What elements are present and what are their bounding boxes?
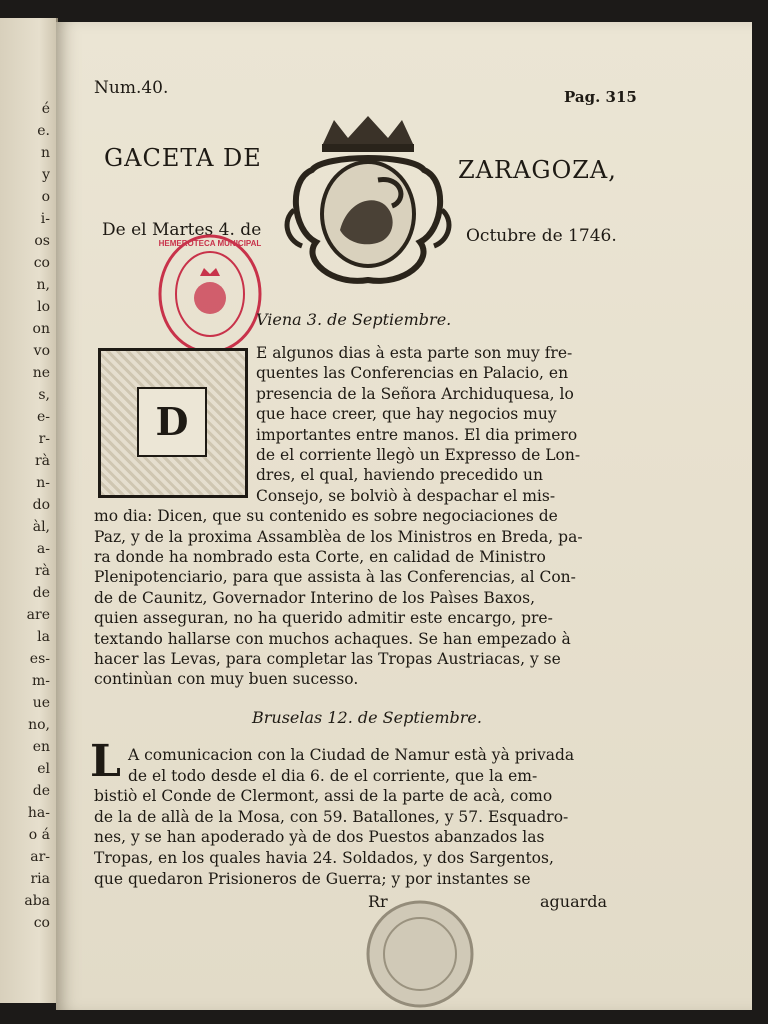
article-line: que hace creer, que hay negocios muy: [256, 405, 557, 424]
left-page-fragment: a-: [36, 541, 50, 557]
article-line: que quedaron Prisioneros de Guerra; y por instantes se: [94, 869, 531, 888]
left-page-fragment: el: [37, 761, 50, 777]
left-page-edge: [0, 18, 58, 1003]
left-page-fragment: r-: [38, 431, 50, 447]
left-page-fragment: n-: [36, 475, 50, 491]
left-page-fragment: no,: [28, 717, 50, 733]
page-number: Pag. 315: [564, 88, 637, 106]
left-page-fragment: é: [41, 101, 50, 117]
left-page-fragment: es-: [29, 651, 50, 667]
article-line: hacer las Levas, para completar las Tropas Austriacas, y se: [94, 650, 561, 668]
dateline-vienna: Viena 3. de Septiembre.: [256, 310, 452, 329]
article-line: Tropas, en los quales havia 24. Soldados, y dos Sargentos,: [94, 849, 554, 867]
left-page-fragment: àl,: [32, 519, 50, 535]
article-line: Plenipotenciario, para que assista à las Conferencias, al Con-: [94, 568, 576, 587]
masthead-right: ZARAGOZA,: [458, 156, 617, 184]
coat-of-arms-icon: [282, 110, 454, 290]
masthead-left: GACETA DE: [104, 144, 262, 172]
left-page-fragment: are: [26, 607, 50, 623]
left-page-fragment: rà: [34, 563, 50, 579]
article-line: mo dia: Dicen, que su contenido es sobre negociaciones de: [94, 507, 558, 526]
article-line: Paz, y de la proxima Assamblèa de los Ministros en Breda, pa-: [94, 527, 583, 546]
article-line: quentes las Conferencias en Palacio, en: [256, 364, 569, 383]
newspaper-page: [56, 22, 752, 1010]
signature-mark: Rr: [368, 892, 388, 911]
left-page-fragment: lo: [37, 299, 50, 315]
left-page-fragment: aba: [24, 893, 50, 909]
left-page-fragment: i-: [40, 211, 50, 227]
left-page-fragment: e.: [37, 123, 50, 139]
library-stamp: [156, 232, 264, 356]
issue-date-left: De el Martes 4. de: [102, 220, 262, 240]
article-line: de el todo desde el dia 6. de el corriente, que la em-: [128, 766, 538, 785]
left-page-fragment: e-: [36, 409, 50, 425]
issue-number: Num.40.: [94, 78, 169, 98]
left-page-fragment: rà: [34, 453, 50, 469]
article-line: de el corriente llegò un Expresso de Lon-: [256, 446, 581, 464]
article-line: de la de allà de la Mosa, con 59. Batallones, y 57. Esquadro-: [94, 807, 569, 826]
left-page-fragment: o á: [28, 827, 50, 843]
initial-letter: D: [137, 387, 207, 457]
issue-date-right: Octubre de 1746.: [466, 226, 617, 246]
left-page-fragment: co: [33, 915, 50, 931]
initial-letter-l: L: [90, 736, 121, 787]
article-line: A comunicacion con la Ciudad de Namur està yà privada: [128, 746, 575, 764]
article-line: nes, y se han apoderado yà de dos Puestos abanzados las: [94, 828, 545, 847]
left-page-fragment: de: [32, 783, 50, 799]
article-line: ra donde ha nombrado esta Corte, en calidad de Ministro: [94, 548, 546, 566]
left-page-fragment: ar-: [30, 849, 50, 865]
left-page-fragment: n,: [36, 277, 50, 293]
left-page-fragment: en: [32, 739, 50, 755]
article-line: presencia de la Señora Archiduquesa, lo: [256, 384, 574, 403]
left-page-fragment: la: [37, 629, 50, 645]
ornamental-initial: [98, 348, 248, 498]
left-page-fragment: ria: [30, 871, 50, 887]
article-line: quien asseguran, no ha querido admitir este encargo, pre-: [94, 609, 553, 628]
left-page-fragment: y: [42, 167, 50, 183]
article-line: E algunos dias à esta parte son muy fre-: [256, 344, 573, 362]
article-line: continùan con muy buen sucesso.: [94, 670, 359, 689]
left-page-fragment: do: [32, 497, 50, 513]
article-line: textando hallarse con muchos achaques. Se han empezado à: [94, 629, 571, 648]
left-page-fragment: o: [41, 189, 50, 205]
left-page-fragment: n: [40, 145, 50, 161]
article-line: dres, el qual, haviendo precedido un: [256, 466, 543, 485]
left-page-fragment: m-: [31, 673, 50, 689]
article-line: importantes entre manos. El dia primero: [256, 425, 578, 444]
dateline-brussels: Bruselas 12. de Septiembre.: [252, 708, 482, 727]
left-page-fragment: ue: [32, 695, 50, 711]
article-line: de de Caunitz, Governador Interino de los Paìses Baxos,: [94, 588, 536, 607]
left-page-fragment: on: [32, 321, 50, 337]
stamp-text: HEMEROTECA MUNICIPAL: [158, 239, 262, 248]
embossed-seal: [364, 898, 476, 1010]
left-page-fragment: de: [32, 585, 50, 601]
left-page-fragment: s,: [38, 387, 50, 403]
left-page-fragment: os: [34, 233, 50, 249]
left-page-fragment: co: [33, 255, 50, 271]
article-line: bistiò el Conde de Clermont, assi de la parte de acà, como: [94, 787, 553, 806]
left-page-fragment: ne: [32, 365, 50, 381]
article-line: Consejo, se bolviò à despachar el mis-: [256, 486, 556, 505]
catchword: aguarda: [540, 892, 608, 911]
left-page-fragment: ha-: [27, 805, 50, 821]
left-page-fragment: vo: [33, 343, 50, 359]
